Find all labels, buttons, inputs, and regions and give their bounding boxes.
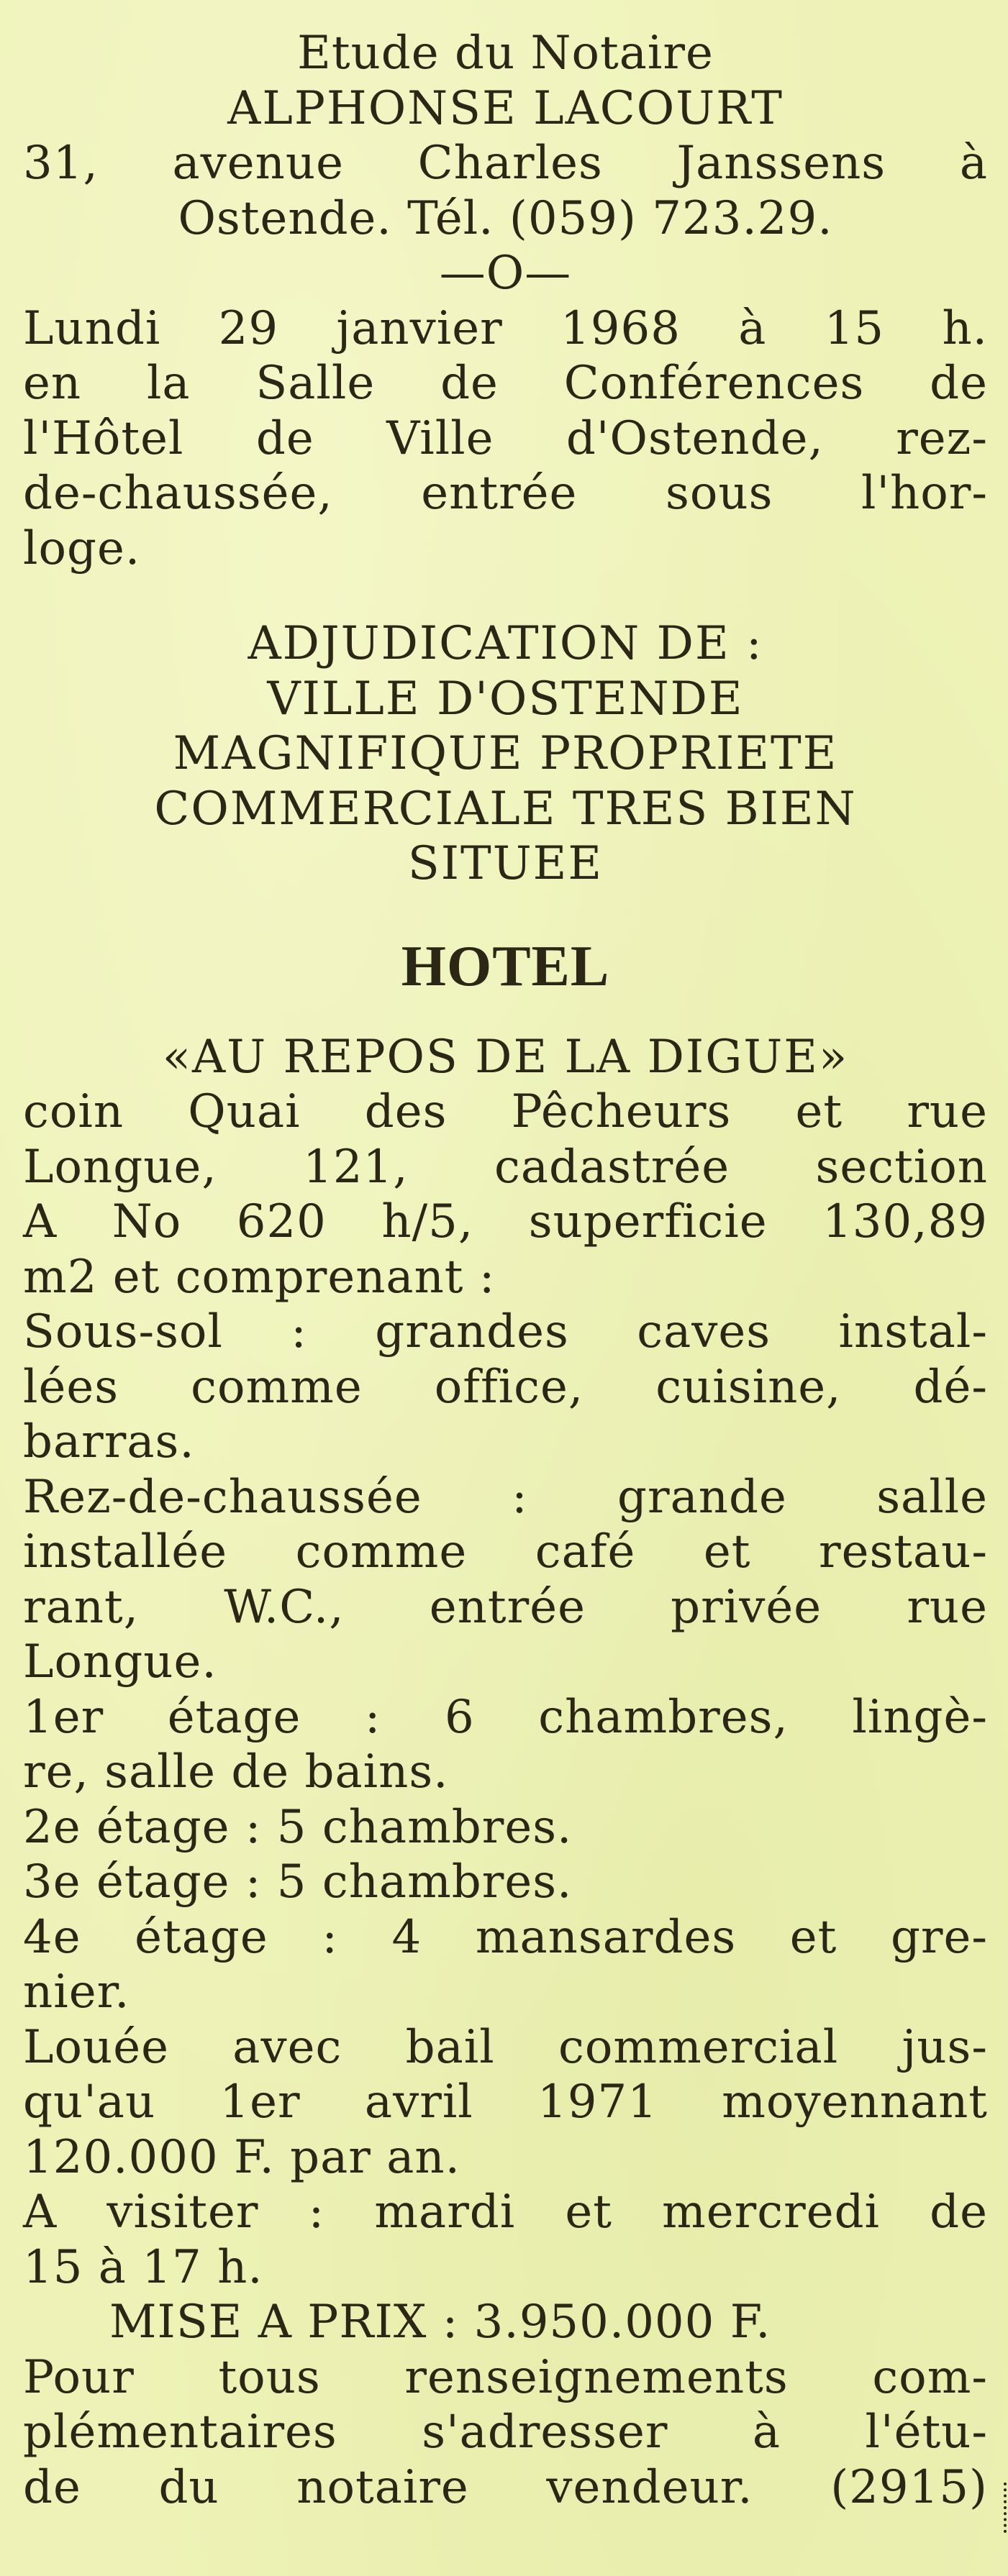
description-line: Longue. [23,1635,217,1689]
description-line: coin Quai des Pêcheurs et rue [23,1085,988,1138]
announcement-title [23,616,988,892]
sale-location-line: loge. [23,521,141,575]
visit-hours: A visiter : mardi et mercredi de [23,2186,988,2239]
notary-office-label: Etude du Notaire [297,27,714,80]
description-line: qu'au 1er avril 1971 moyennant [23,2075,988,2129]
description-line: Rez-de-chaussée : grande salle [23,1470,988,1524]
hotel-heading: HOTEL [401,934,610,998]
description-line: installée comme café et restau- [23,1525,988,1579]
starting-price: MISE A PRIX : 3.950.000 F. [109,2296,771,2349]
sale-location-line: de-chaussée, entrée sous l'hor- [23,467,988,520]
notary-name: ALPHONSE LACOURT [227,81,784,135]
description-line: nier. [23,1965,130,2019]
contact-line: Pour tous renseignements com- [23,2350,988,2404]
contact-line: plémentaires s'adresser à l'étu- [23,2406,988,2459]
visit-hours: 15 à 17 h. [23,2240,263,2294]
title-line: COMMERCIALE TRES BIEN [154,782,857,836]
description-line: re, salle de bains. [23,1745,449,1799]
notary-phone: Ostende. Tél. (059) 723.29. [178,191,833,245]
description-line: 4e étage : 4 mansardes et gre- [23,1910,988,1964]
title-line: ADJUDICATION DE : [248,617,763,670]
hotel-name: «AU REPOS DE LA DIGUE» [162,1030,849,1084]
description-line: 1er étage : 6 chambres, lingè- [23,1690,988,1744]
description-line: 3e étage : 5 chambres. [23,1855,573,1909]
description-line: 2e étage : 5 chambres. [23,1800,573,1854]
description-line: A No 620 h/5, superficie 130,89 [23,1195,988,1248]
description-line: Louée avec bail commercial jus- [23,2020,988,2074]
title-line: MAGNIFIQUE PROPRIETE [173,727,838,780]
separator: —O— [439,247,572,300]
title-line: VILLE D'OSTENDE [267,672,744,726]
description-line: barras. [23,1415,195,1469]
sale-location-line: en la Salle de Conférences de [23,357,988,410]
sale-date: Lundi 29 janvier 1968 à 15 h. [23,301,988,355]
title-line: SITUEE [407,837,604,890]
description-line: rant, W.C., entrée privée rue [23,1580,988,1634]
description-line: Sous-sol : grandes caves instal- [23,1305,988,1358]
description-line: 120.000 F. par an. [23,2130,460,2184]
property-description [23,1030,988,2516]
notary-header [23,26,988,301]
contact-line: de du notaire vendeur. (2915) [23,2460,988,2514]
description-line: m2 et comprenant : [23,1250,496,1304]
notary-address: 31, avenue Charles Janssens à [23,137,988,190]
sale-location-line: l'Hôtel de Ville d'Ostende, rez- [23,411,988,465]
edge-mark [999,2483,1007,2533]
description-line: Longue, 121, cadastrée section [23,1140,988,1194]
description-line: lées comme office, cuisine, dé- [23,1360,988,1414]
sale-details [23,301,988,577]
